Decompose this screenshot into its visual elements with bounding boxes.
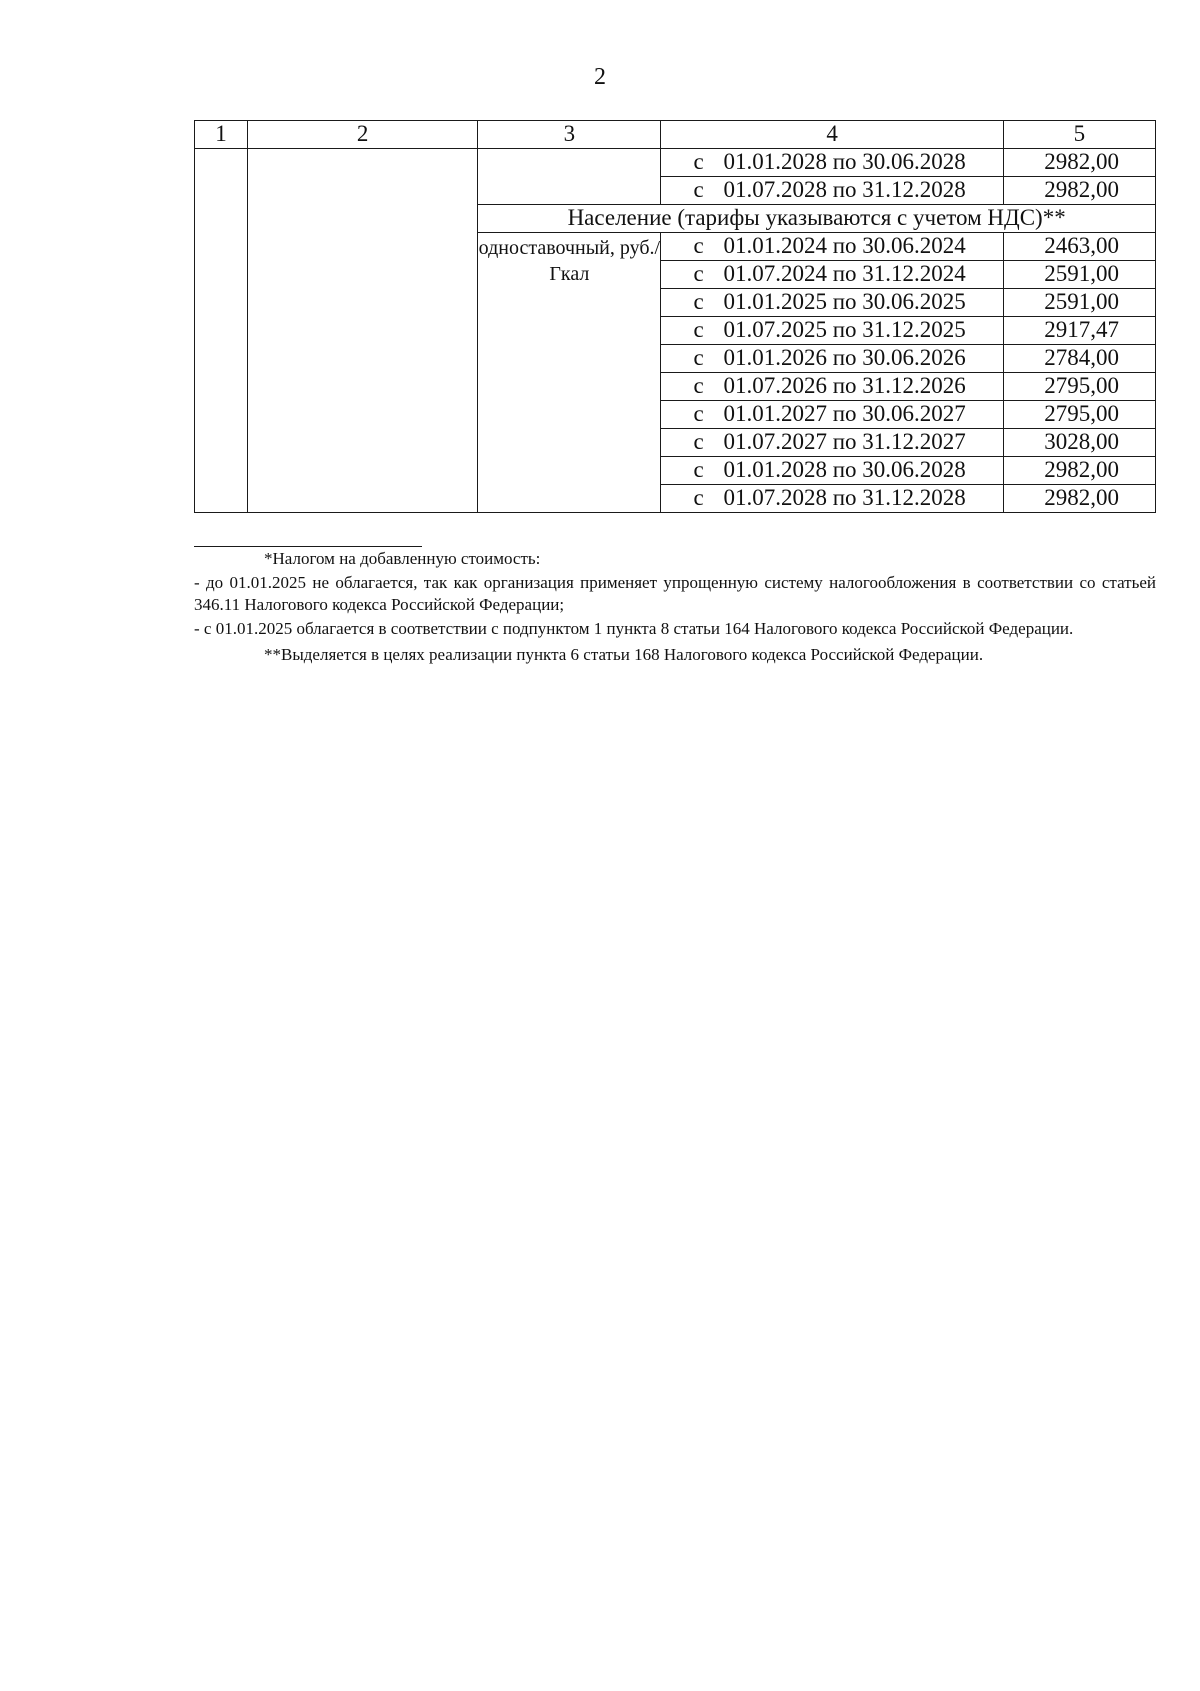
period-cell — [661, 401, 1003, 429]
period-range: 01.01.2026 по 30.06.2026 — [723, 345, 966, 370]
header-col-2: 2 — [248, 121, 478, 149]
period-prefix: с — [693, 317, 704, 342]
tariff-table — [194, 120, 1156, 513]
header-col-3: 3 — [478, 121, 661, 149]
tariff-value: 2795,00 — [1003, 373, 1155, 401]
period-cell — [661, 149, 1003, 177]
tariff-value: 2463,00 — [1003, 233, 1155, 261]
period-prefix: с — [693, 177, 704, 202]
table-header-row — [195, 121, 1156, 149]
period-prefix: с — [693, 149, 704, 174]
period-prefix: с — [693, 457, 704, 482]
period-range: 01.07.2028 по 31.12.2028 — [723, 177, 966, 202]
tariff-value: 2591,00 — [1003, 289, 1155, 317]
tariff-value: 2982,00 — [1003, 149, 1155, 177]
column-3-top-cell — [478, 149, 661, 205]
header-col-1: 1 — [195, 121, 248, 149]
tariff-value: 3028,00 — [1003, 429, 1155, 457]
period-range: 01.01.2024 по 30.06.2024 — [723, 233, 966, 258]
tariff-value: 2917,47 — [1003, 317, 1155, 345]
header-col-4: 4 — [661, 121, 1003, 149]
period-prefix: с — [693, 401, 704, 426]
period-prefix: с — [693, 345, 704, 370]
page-number: 2 — [594, 64, 606, 90]
period-prefix: с — [693, 261, 704, 286]
period-cell — [661, 233, 1003, 261]
population-footnote: **Выделяется в целях реализации пункта 6 статьи 168 Налогового кодекса Российской Федерации. — [264, 645, 984, 664]
period-prefix: с — [693, 373, 704, 398]
tariff-value: 2591,00 — [1003, 261, 1155, 289]
period-prefix: с — [693, 289, 704, 314]
column-1-cell — [195, 149, 248, 513]
footnotes — [194, 548, 1156, 666]
header-col-5: 5 — [1003, 121, 1155, 149]
tariff-value: 2982,00 — [1003, 457, 1155, 485]
period-prefix: с — [693, 485, 704, 510]
period-range: 01.01.2028 по 30.06.2028 — [723, 149, 966, 174]
period-cell — [661, 373, 1003, 401]
period-cell — [661, 177, 1003, 205]
period-cell — [661, 345, 1003, 373]
period-cell — [661, 429, 1003, 457]
period-cell — [661, 289, 1003, 317]
vat-footnote-item: - до 01.01.2025 не облагается, так как организация применяет упрощенную систему налогообложения в соответствии со статьей 346.11 Налогового кодекса Российской Федерации; — [194, 573, 1156, 614]
vat-footnote-item: - с 01.01.2025 облагается в соответствии с подпунктом 1 пункта 8 статьи 164 Налогового кодекса Российской Федерации. — [194, 619, 1074, 638]
tariff-value: 2982,00 — [1003, 485, 1155, 513]
period-cell — [661, 261, 1003, 289]
tariff-value: 2795,00 — [1003, 401, 1155, 429]
footnote-divider — [194, 546, 422, 547]
tariff-value: 2784,00 — [1003, 345, 1155, 373]
period-range: 01.01.2025 по 30.06.2025 — [723, 289, 966, 314]
period-cell — [661, 317, 1003, 345]
period-range: 01.07.2024 по 31.12.2024 — [723, 261, 966, 286]
unit-label: одноставочный, руб./Гкал — [478, 233, 661, 513]
period-prefix: с — [693, 233, 704, 258]
period-range: 01.07.2027 по 31.12.2027 — [723, 429, 966, 454]
period-cell — [661, 485, 1003, 513]
period-range: 01.01.2028 по 30.06.2028 — [723, 457, 966, 482]
column-2-cell — [248, 149, 478, 513]
vat-footnote-title: *Налогом на добавленную стоимость: — [264, 549, 541, 568]
tariff-value: 2982,00 — [1003, 177, 1155, 205]
period-cell — [661, 457, 1003, 485]
period-range: 01.07.2025 по 31.12.2025 — [723, 317, 966, 342]
table-row — [195, 149, 1156, 177]
period-range: 01.07.2026 по 31.12.2026 — [723, 373, 966, 398]
period-prefix: с — [693, 429, 704, 454]
section-title: Население (тарифы указываются с учетом НДС)** — [478, 205, 1156, 233]
period-range: 01.01.2027 по 30.06.2027 — [723, 401, 966, 426]
period-range: 01.07.2028 по 31.12.2028 — [723, 485, 966, 510]
